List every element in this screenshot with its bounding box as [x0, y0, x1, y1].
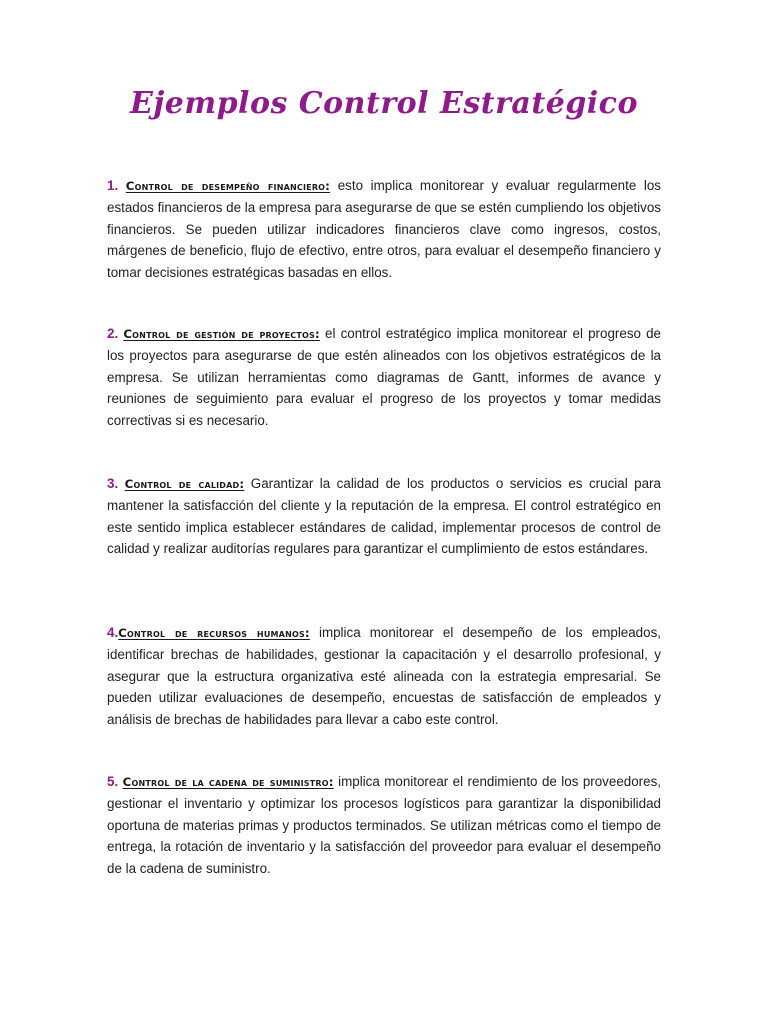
section-number: 4. — [107, 625, 119, 640]
section-project-control — [107, 323, 661, 431]
section-heading: Control de recursos humanos: — [118, 626, 310, 640]
section-heading: Control de calidad: — [124, 477, 245, 491]
section-quality-control — [107, 473, 661, 560]
section-financial-control — [107, 175, 661, 283]
section-body: implica monitorear el desempeño de los empleados, identificar brechas de habilidades, gestionar la capacitación y el desarrollo profesional, y asegurar que la estructura organizativa esté alineada con la estrategia empresarial. Se pueden utilizar evaluaciones de desempeño, encuestas de satisfacción de empleados y análisis de brechas de habilidades para llevar a cabo este control. — [107, 625, 661, 727]
section-number: 5. — [107, 774, 119, 789]
section-hr-control — [107, 622, 661, 730]
section-supply-chain-control — [107, 771, 661, 879]
section-number: 1. — [107, 178, 119, 193]
section-heading: Control de gestión de proyectos: — [123, 327, 320, 341]
section-number: 2. — [107, 326, 119, 341]
section-body: implica monitorear el rendimiento de los proveedores, gestionar el inventario y optimizar los procesos logísticos para garantizar la disponibilidad oportuna de materias primas y productos terminados. Se utilizan métricas como el tiempo de entrega, la rotación de inventario y la satisfacción del proveedor para evaluar el desempeño de la cadena de suministro. — [107, 774, 661, 876]
section-number: 3. — [107, 476, 119, 491]
section-body: Garantizar la calidad de los productos o servicios es crucial para mantener la satisfacción del cliente y la reputación de la empresa. El control estratégico en este sentido implica establecer estándares de calidad, implementar procesos de control de calidad y realizar auditorías regulares para garantizar el cumplimiento de estos estándares. — [107, 476, 661, 557]
page-title: Ejemplos Control Estratégico — [130, 86, 638, 121]
section-heading: Control de desempeño financiero: — [125, 179, 331, 193]
section-body: el control estratégico implica monitorear el progreso de los proyectos para asegurarse de que estén alineados con los objetivos estratégicos de la empresa. Se utilizan herramientas como diagramas de Gantt, informes de avance y reuniones de seguimiento para evaluar el progreso de los proyectos y tomar medidas correctivas si es necesario. — [107, 326, 661, 428]
section-heading: Control de la cadena de suministro: — [122, 775, 334, 789]
section-body: esto implica monitorear y evaluar regularmente los estados financieros de la empresa para asegurarse de que se estén cumpliendo los objetivos financieros. Se pueden utilizar indicadores financieros clave como ingresos, costos, márgenes de beneficio, flujo de efectivo, entre otros, para evaluar el desempeño financiero y tomar decisiones estratégicas basadas en ellos. — [107, 178, 661, 280]
